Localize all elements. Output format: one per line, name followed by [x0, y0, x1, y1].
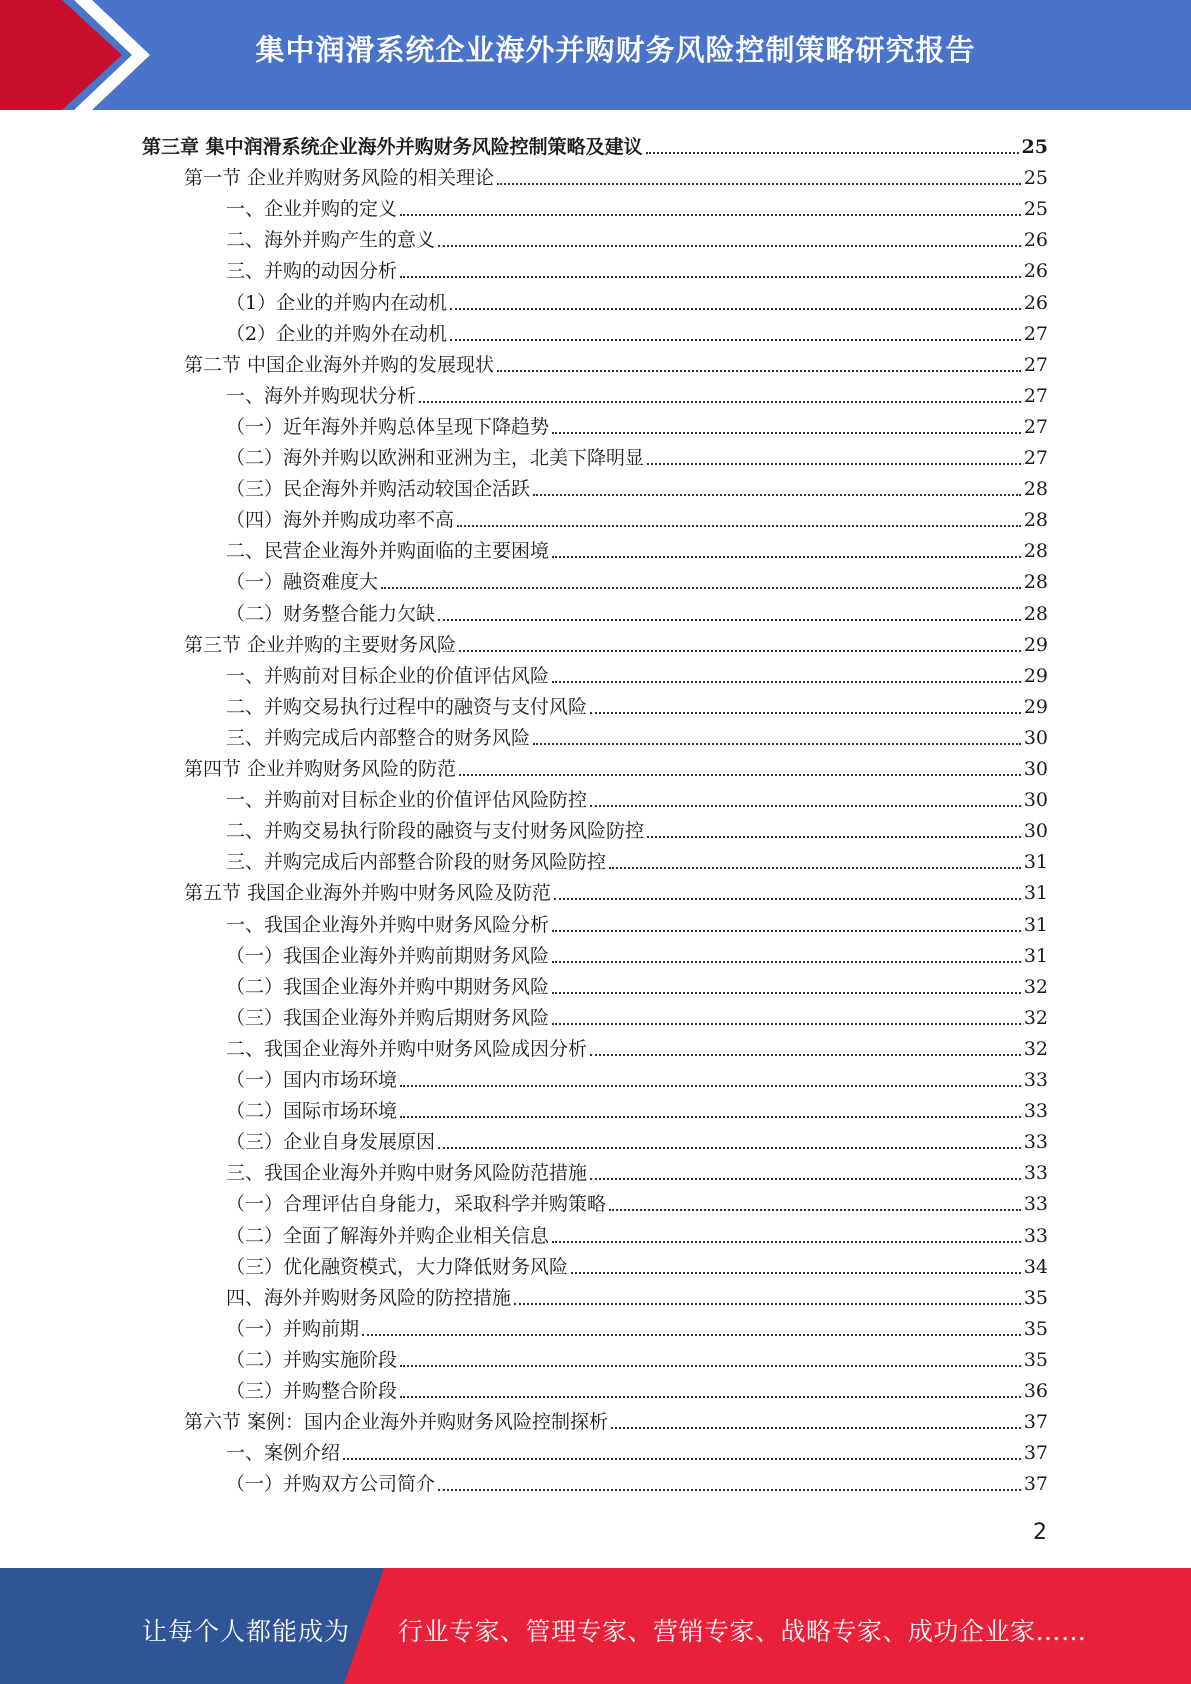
- toc-entry[interactable]: [226, 221, 1048, 252]
- toc-entry[interactable]: [226, 688, 1048, 719]
- toc-dot-leader: [514, 1302, 1021, 1305]
- toc-entry[interactable]: [226, 1248, 1048, 1279]
- toc-entry-title: 二、我国企业海外并购中财务风险成因分析: [226, 1037, 588, 1060]
- toc-entry-title: 二、民营企业海外并购面临的主要困境: [226, 540, 550, 563]
- toc-entry-title: （二）海外并购以欧洲和亚洲为主，北美下降明显: [226, 447, 645, 469]
- toc-entry-page: 27: [1023, 353, 1048, 376]
- toc-entry[interactable]: [226, 284, 1048, 315]
- toc-dot-leader: [497, 182, 1021, 185]
- toc-entry-page: 25: [1023, 198, 1048, 221]
- toc-entry-title: （三）并购整合阶段: [226, 1380, 398, 1402]
- toc-entry[interactable]: [226, 1092, 1048, 1123]
- toc-entry-page: 27: [1023, 322, 1048, 345]
- toc-entry-page: 37: [1023, 1411, 1048, 1434]
- toc-dot-leader: [609, 866, 1021, 869]
- footer-slogan-right: 行业专家、管理专家、营销专家、战略专家、成功企业家……: [398, 1617, 1087, 1646]
- toc-entry[interactable]: [184, 1403, 1048, 1434]
- toc-entry-page: 32: [1023, 1006, 1048, 1029]
- toc-dot-leader: [400, 213, 1021, 216]
- toc-entry[interactable]: [226, 719, 1048, 750]
- toc-entry-title: （二）国际市场环境: [226, 1100, 398, 1123]
- page-number: 2: [1033, 1520, 1047, 1545]
- toc-entry-title: 第六节 案例：国内企业海外并购财务风险控制探析: [184, 1411, 609, 1434]
- toc-entry[interactable]: [226, 1341, 1048, 1372]
- toc-entry-page: 33: [1023, 1193, 1048, 1216]
- toc-entry[interactable]: [184, 346, 1048, 377]
- toc-entry-page: 28: [1023, 509, 1048, 532]
- toc-entry[interactable]: [226, 501, 1048, 532]
- toc-entry-page: 30: [1023, 726, 1048, 749]
- toc-entry-page: 33: [1023, 1162, 1048, 1185]
- toc-entry-page: 30: [1023, 820, 1048, 843]
- toc-entry-page: 35: [1023, 1348, 1048, 1371]
- toc-entry-title: （一）国内市场环境: [226, 1069, 398, 1091]
- toc-entry[interactable]: [184, 626, 1048, 657]
- toc-entry-title: 二、海外并购产生的意义: [226, 229, 436, 252]
- toc-entry-title: 三、并购完成后内部整合的财务风险: [226, 726, 531, 749]
- toc-entry-title: （2）企业的并购外在动机: [226, 322, 448, 345]
- toc-entry-title: （三）民企海外并购活动较国企活跃: [226, 478, 531, 501]
- toc-dot-leader: [590, 804, 1021, 807]
- toc-dot-leader: [438, 244, 1021, 247]
- toc-entry[interactable]: [226, 1123, 1048, 1154]
- toc-entry-title: 二、并购交易执行阶段的融资与支付财务风险防控: [226, 820, 645, 843]
- toc-entry-title: （一）并购前期: [226, 1317, 360, 1340]
- toc-entry-page: 26: [1023, 229, 1048, 252]
- toc-entry-title: （一）合理评估自身能力，采取科学并购策略: [226, 1193, 607, 1216]
- toc-entry[interactable]: [226, 315, 1048, 346]
- toc-dot-leader: [438, 1488, 1021, 1491]
- toc-entry[interactable]: [226, 906, 1048, 937]
- toc-entry-title: 第四节 企业并购财务风险的防范: [184, 758, 457, 780]
- toc-dot-leader: [552, 1240, 1021, 1243]
- toc-dot-leader: [646, 151, 1019, 154]
- toc-entry[interactable]: [226, 1279, 1048, 1310]
- toc-entry[interactable]: [226, 408, 1048, 439]
- toc-dot-leader: [590, 1053, 1021, 1056]
- toc-entry-page: 31: [1023, 882, 1048, 905]
- toc-entry-title: 一、并购前对目标企业的价值评估风险防控: [226, 789, 588, 812]
- toc-entry-page: 26: [1023, 291, 1048, 314]
- toc-entry-title: 四、海外并购财务风险的防控措施: [226, 1286, 512, 1309]
- toc-entry-page: 28: [1023, 602, 1048, 625]
- toc-entry-page: 36: [1023, 1380, 1048, 1402]
- toc-entry-title: 第三章 集中润滑系统企业海外并购财务风险控制策略及建议: [142, 136, 643, 158]
- toc-entry[interactable]: [226, 563, 1048, 594]
- toc-entry[interactable]: [184, 874, 1048, 905]
- toc-entry-title: （三）企业自身发展原因: [226, 1131, 436, 1154]
- toc-dot-leader: [459, 773, 1021, 776]
- toc-entry-title: 第五节 我国企业海外并购中财务风险及防范: [184, 882, 552, 905]
- toc-entry-page: 29: [1023, 695, 1048, 718]
- toc-dot-leader: [400, 275, 1021, 278]
- toc-entry-title: 第三节 企业并购的主要财务风险: [184, 633, 457, 656]
- toc-entry-page: 28: [1023, 571, 1048, 594]
- toc-dot-leader: [571, 1271, 1021, 1274]
- toc-entry-page: 26: [1023, 260, 1048, 283]
- toc-entry[interactable]: [226, 999, 1048, 1030]
- toc-entry-page: 32: [1023, 1037, 1048, 1060]
- toc-entry-title: （一）融资难度大: [226, 571, 379, 594]
- toc-entry-page: 28: [1023, 478, 1048, 501]
- toc-entry-title: 第一节 企业并购财务风险的相关理论: [184, 167, 495, 190]
- toc-entry[interactable]: [226, 470, 1048, 501]
- toc-dot-leader: [552, 929, 1021, 932]
- toc-entry[interactable]: [226, 968, 1048, 999]
- toc-entry[interactable]: [226, 1310, 1048, 1341]
- toc-entry[interactable]: [226, 1434, 1048, 1465]
- toc-entry-page: 33: [1023, 1100, 1048, 1123]
- toc-entry-title: （一）并购双方公司简介: [226, 1473, 436, 1496]
- toc-dot-leader: [457, 524, 1021, 527]
- toc-dot-leader: [438, 618, 1021, 621]
- toc-entry-title: （二）财务整合能力欠缺: [226, 602, 436, 625]
- toc-entry-page: 29: [1023, 664, 1048, 687]
- toc-entry[interactable]: [226, 439, 1048, 470]
- toc-entry-title: 二、并购交易执行过程中的融资与支付风险: [226, 695, 588, 718]
- toc-entry-title: 一、企业并购的定义: [226, 198, 398, 221]
- toc-entry[interactable]: [226, 812, 1048, 843]
- toc-entry[interactable]: [226, 190, 1048, 221]
- toc-entry-title: 第二节 中国企业海外并购的发展现状: [184, 353, 495, 376]
- toc-entry-title: 三、并购的动因分析: [226, 260, 398, 283]
- toc-entry-page: 31: [1023, 913, 1048, 936]
- toc-entry[interactable]: [142, 128, 1048, 159]
- toc-entry-page: 30: [1023, 789, 1048, 812]
- toc-dot-leader: [400, 1084, 1021, 1087]
- toc-entry-page: 27: [1023, 415, 1048, 438]
- toc-entry-title: （二）并购实施阶段: [226, 1348, 398, 1371]
- toc-entry-title: 一、海外并购现状分析: [226, 384, 417, 407]
- toc-dot-leader: [647, 835, 1021, 838]
- toc-entry[interactable]: [226, 657, 1048, 688]
- footer-banner: [0, 1568, 1191, 1684]
- toc-dot-leader: [438, 1146, 1021, 1149]
- toc-entry-page: 33: [1023, 1069, 1048, 1091]
- toc-dot-leader: [552, 991, 1021, 994]
- footer-slogan-left: 让每个人都能成为: [142, 1617, 351, 1646]
- toc-dot-leader: [459, 649, 1021, 652]
- toc-dot-leader: [497, 369, 1021, 372]
- toc-entry[interactable]: [226, 377, 1048, 408]
- toc-dot-leader: [552, 680, 1021, 683]
- toc-entry-title: 三、我国企业海外并购中财务风险防范措施: [226, 1162, 588, 1185]
- header-banner: [0, 0, 1191, 110]
- toc-dot-leader: [419, 400, 1021, 403]
- toc-entry-page: 25: [1023, 167, 1048, 190]
- toc-entry[interactable]: [226, 843, 1048, 874]
- toc-entry-title: 三、并购完成后内部整合阶段的财务风险防控: [226, 851, 607, 874]
- toc-entry[interactable]: [226, 781, 1048, 812]
- toc-dot-leader: [552, 431, 1021, 434]
- toc-dot-leader: [400, 1395, 1021, 1398]
- toc-entry[interactable]: [226, 1154, 1048, 1185]
- toc-entry[interactable]: [226, 252, 1048, 283]
- toc-entry-page: 28: [1023, 540, 1048, 563]
- toc-dot-leader: [552, 960, 1021, 963]
- toc-entry[interactable]: [226, 1217, 1048, 1248]
- toc-entry[interactable]: [226, 532, 1048, 563]
- toc-entry[interactable]: [226, 595, 1048, 626]
- toc-entry-page: 32: [1023, 975, 1048, 998]
- toc-entry-title: （三）优化融资模式，大力降低财务风险: [226, 1255, 569, 1278]
- toc-dot-leader: [552, 1022, 1021, 1025]
- toc-entry-page: 25: [1021, 136, 1048, 158]
- toc-entry-title: （一）近年海外并购总体呈现下降趋势: [226, 415, 550, 438]
- toc-entry-title: 一、我国企业海外并购中财务风险分析: [226, 913, 550, 936]
- toc-entry-title: （四）海外并购成功率不高: [226, 509, 455, 532]
- toc-entry-title: 一、案例介绍: [226, 1442, 341, 1465]
- toc-entry-page: 27: [1023, 447, 1048, 469]
- toc-dot-leader: [400, 1364, 1021, 1367]
- toc-dot-leader: [450, 307, 1021, 310]
- toc-entry-page: 33: [1023, 1224, 1048, 1247]
- toc-dot-leader: [609, 1208, 1021, 1211]
- toc-entry-page: 34: [1023, 1255, 1048, 1278]
- toc-entry-page: 37: [1023, 1442, 1048, 1465]
- toc-entry[interactable]: [226, 1185, 1048, 1216]
- toc-entry[interactable]: [226, 937, 1048, 968]
- toc-dot-leader: [554, 897, 1021, 900]
- toc-entry-page: 30: [1023, 758, 1048, 780]
- toc-entry-page: 27: [1023, 384, 1048, 407]
- toc-entry-title: （二）我国企业海外并购中期财务风险: [226, 975, 550, 998]
- toc-dot-leader: [533, 493, 1021, 496]
- toc-entry-page: 37: [1023, 1473, 1048, 1496]
- toc-entry-title: （一）我国企业海外并购前期财务风险: [226, 944, 550, 967]
- toc-entry-page: 35: [1023, 1317, 1048, 1340]
- toc-dot-leader: [381, 586, 1021, 589]
- toc-entry[interactable]: [184, 159, 1048, 190]
- toc-entry-page: 35: [1023, 1286, 1048, 1309]
- toc-entry[interactable]: [226, 1372, 1048, 1403]
- toc-entry-title: 一、并购前对目标企业的价值评估风险: [226, 664, 550, 687]
- toc-entry-page: 33: [1023, 1131, 1048, 1154]
- toc-entry-page: 31: [1023, 851, 1048, 874]
- toc-dot-leader: [533, 742, 1021, 745]
- toc-dot-leader: [590, 711, 1021, 714]
- toc-dot-leader: [552, 555, 1021, 558]
- toc-entry[interactable]: [226, 1061, 1048, 1092]
- toc-entry-title: （二）全面了解海外并购企业相关信息: [226, 1224, 550, 1247]
- document-title: 集中润滑系统企业海外并购财务风险控制策略研究报告: [255, 33, 976, 67]
- toc-entry-title: （三）我国企业海外并购后期财务风险: [226, 1006, 550, 1029]
- toc-dot-leader: [400, 1115, 1021, 1118]
- toc-entry-title: （1）企业的并购内在动机: [226, 291, 448, 314]
- toc-entry-page: 31: [1023, 944, 1048, 967]
- toc-dot-leader: [647, 462, 1021, 465]
- toc-dot-leader: [450, 338, 1021, 341]
- toc-entry-page: 29: [1023, 633, 1048, 656]
- toc-dot-leader: [343, 1457, 1021, 1460]
- toc-entry[interactable]: [184, 750, 1048, 781]
- toc-dot-leader: [362, 1333, 1021, 1336]
- toc-dot-leader: [590, 1177, 1021, 1180]
- toc-dot-leader: [611, 1426, 1021, 1429]
- toc-entry[interactable]: [226, 1030, 1048, 1061]
- toc-entry[interactable]: [226, 1465, 1048, 1496]
